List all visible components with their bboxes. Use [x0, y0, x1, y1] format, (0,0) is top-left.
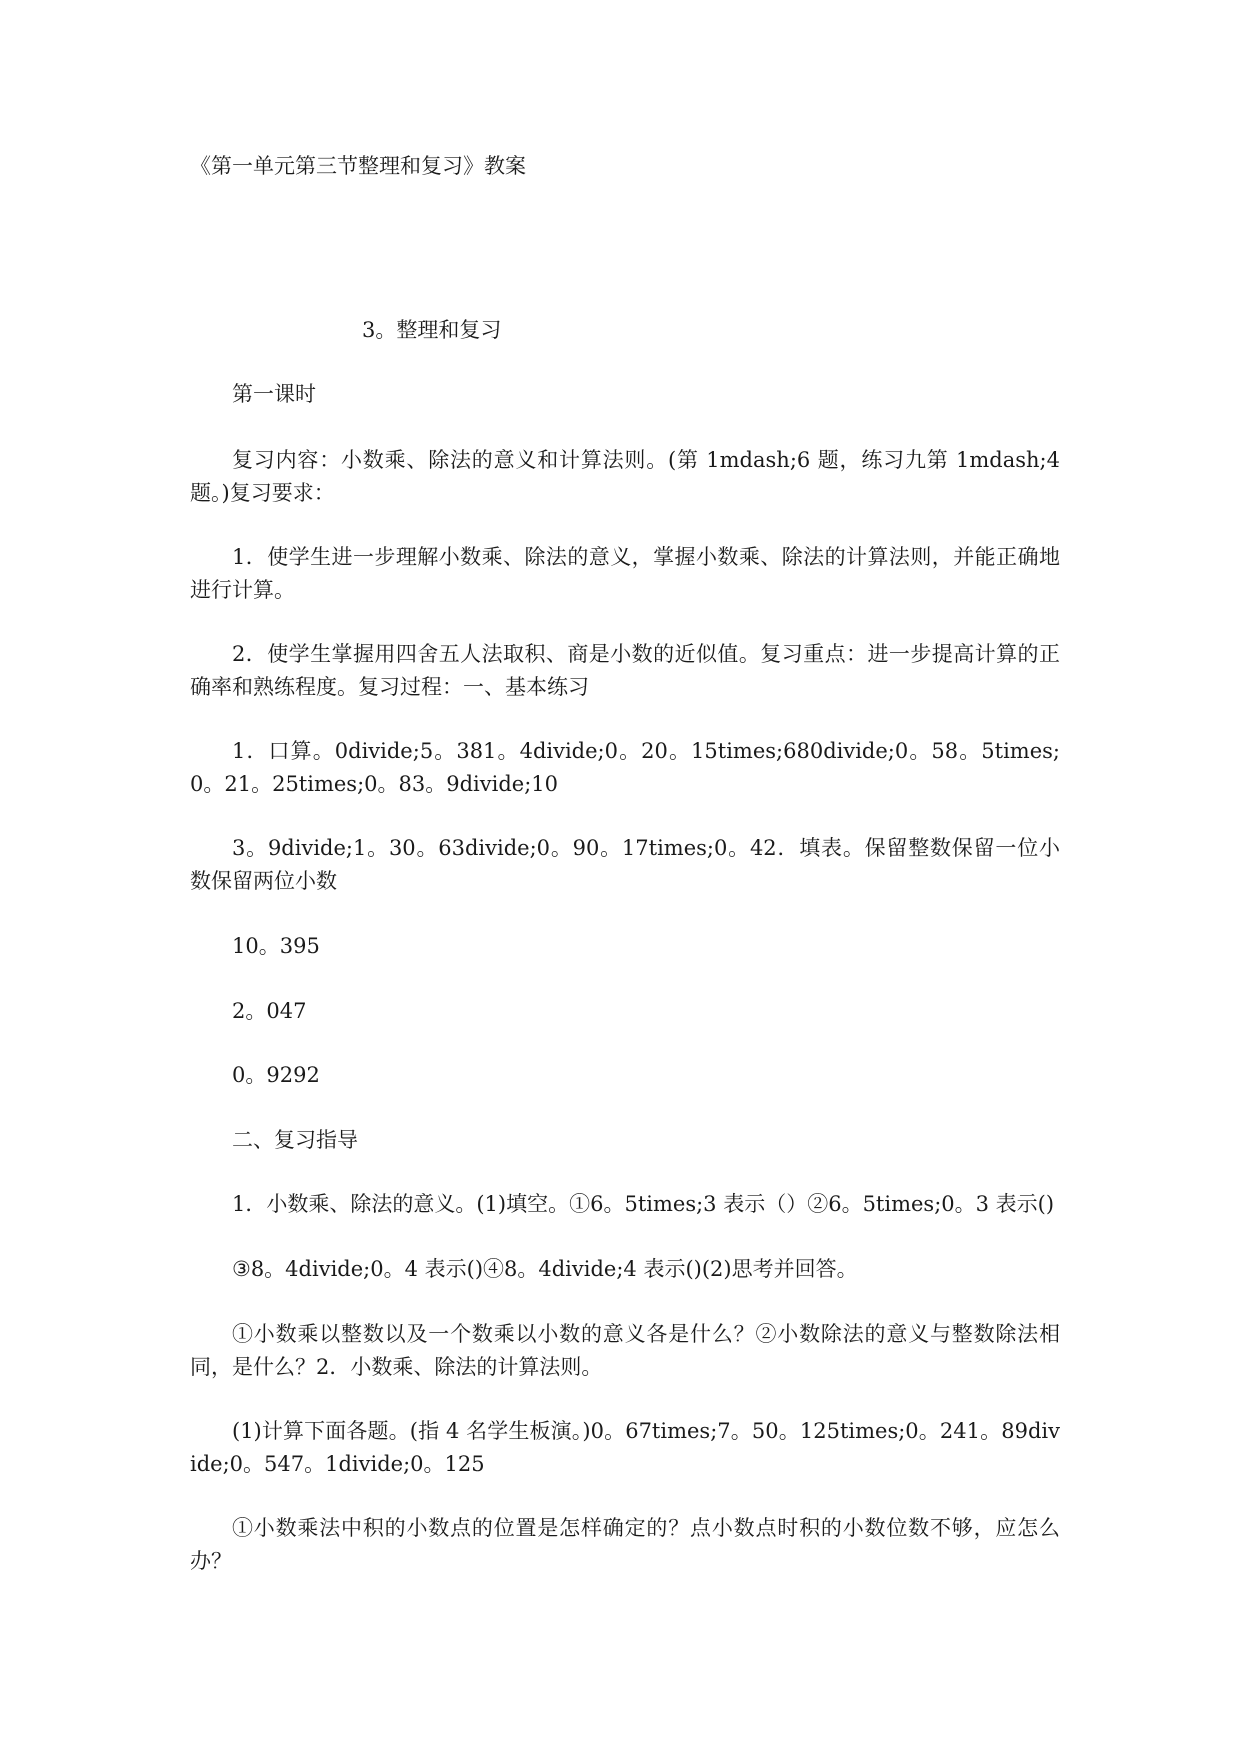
paragraph-questions: ①小数乘以整数以及一个数乘以小数的意义各是什么？②小数除法的意义与整数除法相同，是什么？2．小数乘、除法的计算法则。 — [190, 1322, 1060, 1379]
table-value-1: 10。395 — [232, 934, 320, 958]
paragraph-meaning: 1．小数乘、除法的意义。(1)填空。①6。5times;3 表示（）②6。5times;0。3 表示() — [232, 1192, 1055, 1216]
paragraph-oral-calculation: 1．口算。0divide;5。381。4divide;0。20。15times;680divide;0。58。5times;0。21。25times;0。83。9divide;10 — [190, 739, 1060, 796]
table-value-3: 0。9292 — [232, 1063, 320, 1087]
paragraph-review-content: 复习内容：小数乘、除法的意义和计算法则。(第 1mdash;6 题，练习九第 1mdash;4 题。)复习要求： — [190, 448, 1060, 505]
lesson-label: 第一课时 — [232, 382, 316, 406]
paragraph-fill-table: 3。9divide;1。30。63divide;0。90。17times;0。42．填表。保留整数保留一位小数保留两位小数 — [190, 836, 1060, 893]
paragraph-requirement-1: 1．使学生进一步理解小数乘、除法的意义，掌握小数乘、除法的计算法则，并能正确地进行计算。 — [190, 545, 1060, 602]
table-value-2: 2。047 — [232, 999, 307, 1023]
section-review-guidance: 二、复习指导 — [232, 1128, 358, 1152]
document-title: 《第一单元第三节整理和复习》教案 — [190, 154, 526, 178]
paragraph-calculation: (1)计算下面各题。(指 4 名学生板演。)0。67times;7。50。125times;0。241。89divide;0。547。1divide;0。125 — [190, 1419, 1060, 1476]
paragraph-requirement-2: 2．使学生掌握用四舍五人法取积、商是小数的近似值。复习重点：进一步提高计算的正确率和熟练程度。复习过程：一、基本练习 — [190, 642, 1060, 699]
paragraph-decimal-point: ①小数乘法中积的小数点的位置是怎样确定的？点小数点时积的小数位数不够，应怎么办？ — [190, 1516, 1060, 1573]
section-heading: 3。整理和复习 — [362, 318, 502, 342]
paragraph-meaning-continued: ③8。4divide;0。4 表示()④8。4divide;4 表示()(2)思考并回答。 — [232, 1257, 858, 1281]
